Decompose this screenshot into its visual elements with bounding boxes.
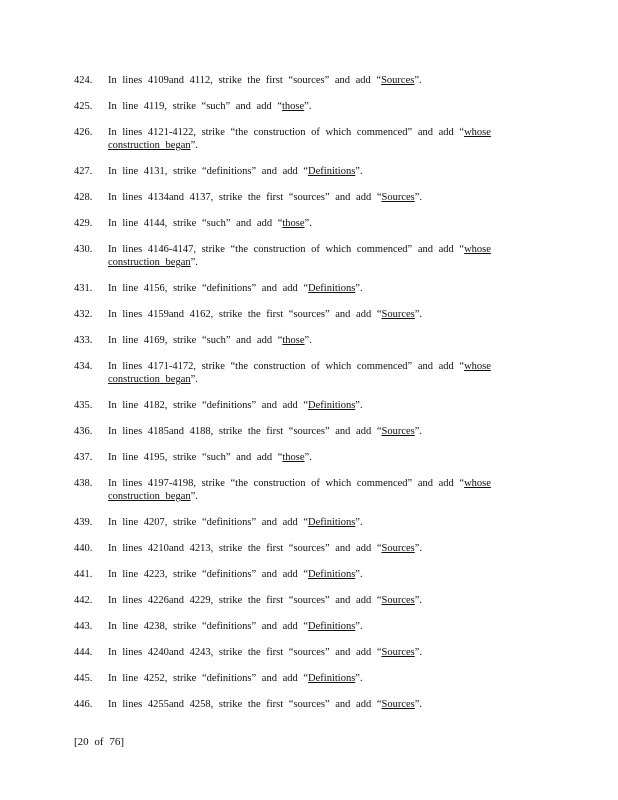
amendment-number: 442. [74, 595, 93, 606]
amendment-closing: ”. [355, 166, 363, 177]
amendment-closing: ”. [355, 621, 363, 632]
amendment-closing: ”. [304, 101, 312, 112]
amendment-inserted-text: Definitions [308, 517, 356, 528]
amendment-text [108, 126, 544, 152]
amendment-item [74, 620, 544, 633]
amendment-number: 432. [74, 309, 93, 320]
page-number: [20 of 76] [74, 736, 124, 748]
amendment-number: 445. [74, 673, 93, 684]
amendment-inserted-text: those [282, 218, 305, 229]
amendment-closing: ”. [304, 218, 312, 229]
amendment-item [74, 451, 544, 464]
amendment-text [108, 334, 544, 347]
amendment-closing: ”. [355, 569, 363, 580]
amendment-instruction: In lines 4226and 4229, strike the first “sources” and add “ [108, 595, 382, 606]
amendment-inserted-text: Definitions [308, 621, 356, 632]
amendment-instruction: In lines 4197-4198, strike “the construction of which commenced” and add “ [108, 478, 465, 489]
amendment-instruction: In line 4144, strike “such” and add “ [108, 218, 283, 229]
amendment-text [108, 243, 544, 269]
amendment-number: 427. [74, 166, 93, 177]
amendment-item [74, 243, 544, 269]
amendment-item [74, 282, 544, 295]
amendment-closing: ”. [414, 309, 423, 320]
amendment-item [74, 698, 544, 711]
amendment-text [108, 308, 544, 321]
amendment-closing: ”. [355, 400, 363, 411]
amendment-item [74, 672, 544, 685]
amendment-item [74, 165, 544, 178]
amendment-text [108, 399, 544, 412]
amendment-number: 429. [74, 218, 93, 229]
amendment-item [74, 516, 544, 529]
amendment-text [108, 100, 544, 113]
amendment-number: 425. [74, 101, 93, 112]
amendment-number: 424. [74, 75, 93, 86]
amendment-inserted-text: Definitions [308, 569, 356, 580]
amendment-closing: ”. [414, 595, 423, 606]
amendment-item [74, 334, 544, 347]
amendment-number: 430. [74, 244, 93, 255]
amendment-inserted-text: whose construction began [108, 361, 491, 385]
amendment-text [108, 191, 544, 204]
amendment-number: 428. [74, 192, 93, 203]
amendment-closing: ”. [414, 426, 423, 437]
amendment-item [74, 399, 544, 412]
amendment-item [74, 308, 544, 321]
amendment-item [74, 568, 544, 581]
amendment-inserted-text: those [282, 452, 305, 463]
amendment-number: 435. [74, 400, 93, 411]
amendment-instruction: In lines 4109and 4112, strike the first “sources” and add “ [108, 75, 382, 86]
amendment-instruction: In lines 4134and 4137, strike the first “sources” and add “ [108, 192, 382, 203]
amendment-instruction: In line 4119, strike “such” and add “ [108, 101, 282, 112]
amendment-inserted-text: those [282, 335, 305, 346]
amendment-inserted-text: whose construction began [108, 127, 491, 151]
amendment-text [108, 217, 544, 230]
amendment-text [108, 425, 544, 438]
amendment-item [74, 360, 544, 386]
amendment-text [108, 620, 544, 633]
amendment-inserted-text: Sources [381, 543, 415, 554]
amendment-instruction: In lines 4185and 4188, strike the first “sources” and add “ [108, 426, 382, 437]
amendment-number: 440. [74, 543, 93, 554]
amendment-text [108, 594, 544, 607]
amendment-text [108, 672, 544, 685]
amendment-instruction: In lines 4146-4147, strike “the construction of which commenced” and add “ [108, 244, 465, 255]
amendment-text [108, 282, 544, 295]
amendment-instruction: In line 4238, strike “definitions” and add “ [108, 621, 309, 632]
amendment-item [74, 594, 544, 607]
amendment-inserted-text: Definitions [308, 400, 356, 411]
amendment-inserted-text: Definitions [308, 166, 356, 177]
amendment-closing: ”. [414, 75, 422, 86]
amendment-instruction: In lines 4121-4122, strike “the construction of which commenced” and add “ [108, 127, 465, 138]
amendment-instruction: In lines 4255and 4258, strike the first “sources” and add “ [108, 699, 382, 710]
amendment-instruction: In line 4223, strike “definitions” and add “ [108, 569, 309, 580]
amendment-closing: ”. [304, 335, 312, 346]
amendment-inserted-text: Sources [381, 192, 415, 203]
amendment-text [108, 360, 544, 386]
amendment-number: 437. [74, 452, 93, 463]
amendment-text [108, 516, 544, 529]
amendment-closing: ”. [355, 283, 363, 294]
amendment-text [108, 165, 544, 178]
amendment-inserted-text: Sources [381, 647, 415, 658]
amendment-instruction: In lines 4159and 4162, strike the first “sources” and add “ [108, 309, 382, 320]
amendment-inserted-text: Sources [381, 309, 415, 320]
amendment-instruction: In lines 4210and 4213, strike the first “sources” and add “ [108, 543, 382, 554]
amendment-inserted-text: whose construction began [108, 244, 491, 268]
amendment-instruction: In line 4195, strike “such” and add “ [108, 452, 283, 463]
amendment-closing: ”. [190, 374, 198, 385]
amendment-closing: ”. [414, 699, 423, 710]
amendment-text [108, 646, 544, 659]
amendment-item [74, 425, 544, 438]
amendment-item [74, 100, 544, 113]
amendment-item [74, 646, 544, 659]
amendment-item [74, 542, 544, 555]
amendment-text [108, 698, 544, 711]
amendment-number: 434. [74, 361, 93, 372]
amendment-closing: ”. [414, 192, 423, 203]
amendment-number: 439. [74, 517, 93, 528]
amendment-closing: ”. [190, 140, 198, 151]
amendment-instruction: In line 4207, strike “definitions” and add “ [108, 517, 309, 528]
amendment-item [74, 191, 544, 204]
amendment-instruction: In line 4182, strike “definitions” and add “ [108, 400, 309, 411]
amendment-instruction: In line 4156, strike “definitions” and add “ [108, 283, 309, 294]
amendment-number: 443. [74, 621, 93, 632]
amendment-text [108, 74, 544, 87]
amendment-instruction: In line 4131, strike “definitions” and add “ [108, 166, 309, 177]
amendment-item [74, 74, 544, 87]
amendment-inserted-text: Sources [381, 595, 415, 606]
amendment-number: 426. [74, 127, 93, 138]
amendment-number: 446. [74, 699, 93, 710]
amendment-inserted-text: Definitions [308, 673, 356, 684]
amendment-closing: ”. [190, 257, 198, 268]
amendment-inserted-text: Sources [381, 426, 415, 437]
amendment-closing: ”. [304, 452, 312, 463]
amendment-text [108, 568, 544, 581]
amendment-text [108, 451, 544, 464]
amendment-list [74, 74, 544, 711]
amendment-number: 431. [74, 283, 93, 294]
amendment-number: 436. [74, 426, 93, 437]
amendment-inserted-text: Definitions [308, 283, 356, 294]
amendment-number: 438. [74, 478, 93, 489]
amendment-number: 433. [74, 335, 93, 346]
amendment-item [74, 477, 544, 503]
amendment-number: 441. [74, 569, 93, 580]
amendment-inserted-text: whose construction began [108, 478, 491, 502]
amendment-item [74, 126, 544, 152]
amendment-inserted-text: those [281, 101, 305, 112]
amendment-inserted-text: Sources [381, 75, 415, 86]
amendment-closing: ”. [414, 647, 423, 658]
amendment-instruction: In line 4169, strike “such” and add “ [108, 335, 283, 346]
amendment-text [108, 477, 544, 503]
amendment-text [108, 542, 544, 555]
amendment-inserted-text: Sources [381, 699, 415, 710]
amendment-closing: ”. [190, 491, 198, 502]
amendment-closing: ”. [355, 517, 363, 528]
amendment-item [74, 217, 544, 230]
amendment-instruction: In lines 4240and 4243, strike the first “sources” and add “ [108, 647, 382, 658]
amendment-closing: ”. [414, 543, 423, 554]
amendment-closing: ”. [355, 673, 363, 684]
amendment-instruction: In line 4252, strike “definitions” and add “ [108, 673, 309, 684]
amendment-instruction: In lines 4171-4172, strike “the construction of which commenced” and add “ [108, 361, 465, 372]
amendment-number: 444. [74, 647, 93, 658]
